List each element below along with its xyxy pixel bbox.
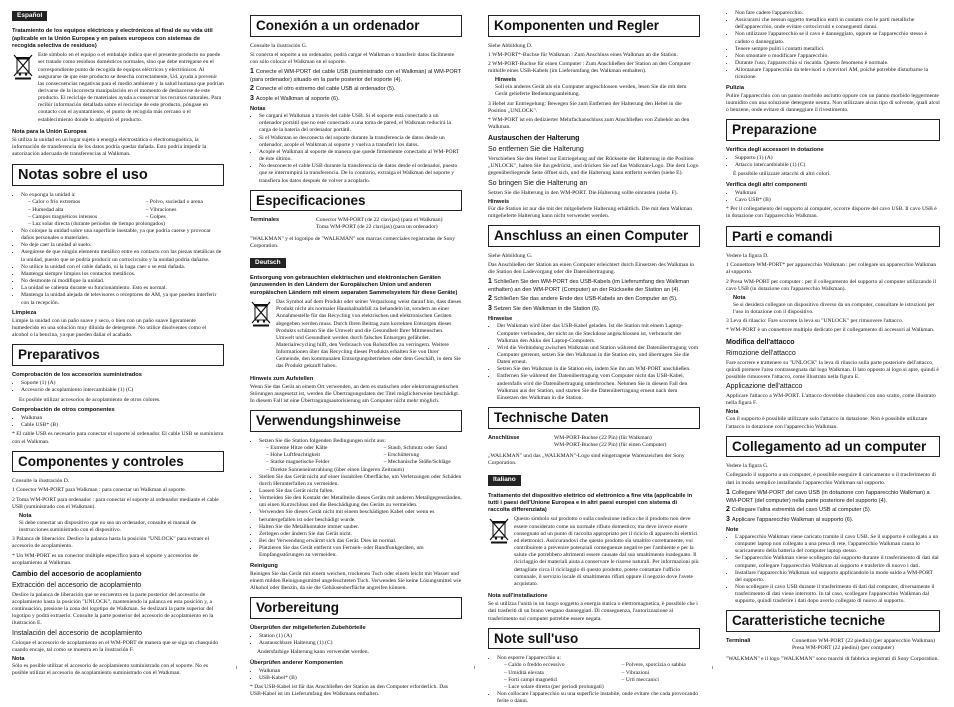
cleaning-title: Limpieza	[12, 309, 37, 316]
list-item: • Se l'apparecchio Walkman viene scollegato dal supporto durante il trasferimento di dati dal computer, collegare l'apparecchio Walkman al supporto e trasferire di nuovo i dati.	[735, 555, 940, 569]
usage-list	[12, 192, 224, 307]
accessory-list	[250, 633, 462, 647]
usage-list	[250, 438, 462, 560]
language-tag-de: Deutsch	[250, 258, 286, 268]
weee-text: Este símbolo en el equipo o el embalaje indica que el presente producto no puede ser tratado como residuos domésticos normales, sino que debe entregarse en el correspondiente punto de recogida de equipos eléctricos y electrónicos. Al asegurarse de que este producto se desecha correctamente, Ud. ayuda a prevenir las consecuencias negativas para el medio ambiente y la salud humana que podrían derivarse de la incorrecta manipulación en el momento de deshacerse de este producto. El reciclaje de materiales ayuda a conservar los recursos naturales. Para recibir información detallada sobre el reciclaje de este producto, póngase en contacto con el ayuntamiento, el punto de recogida más cercano o el establecimiento donde lo adquirió el producto.	[38, 52, 224, 123]
usage-list	[488, 655, 700, 705]
weee-text: Das Symbol auf dem Produkt oder seiner Verpackung weist darauf hin, dass dieses Produkt nicht als normaler Haushaltsabfall zu behandeln ist, sondern an einer Annahmestelle für das Recycling von elektrischen und elektronischen Geräten abgegeben werden muss. Durch Ihren Beitrag zum korrekten Entsorgen dieses Produkts schützen Sie die Umwelt und die Gesundheit Ihrer Mitmenschen. Umwelt und Gesundheit werden durch falsches Entsorgen gefährdet. Materialrecycling hilft, den Verbrauch von Rohstoffen zu verringern. Weitere Informationen über das Recycling dieses Produkts erhalten Sie von Ihrer Gemeinde, den kommunalen Entsorgungsbetrieben oder dem Geschäft, in dem Sie das Produkt gekauft haben.	[276, 299, 462, 370]
note-text: Soll ein anderes Gerät als ein Computer angeschlossen werden, lesen Sie die mit dem Gerät gelieferte Bedienungsanleitung.	[495, 84, 687, 98]
paragraph: Es posible utilizar accesorios de acoplamiento de otros colores.	[19, 396, 161, 403]
list-item: • Se cargará el Walkman a través del cable USB. Si el soporte está conectado a un ordenador portátil que no esté conectado a una toma de pared, el Walkman reducirá la carga de la batería del ordenador portátil.	[259, 113, 462, 134]
list-item: • Non fare cadere l'apparecchio.	[735, 10, 940, 17]
list-item: • Vermeiden Sie den Kontakt der Metallteile dieses Geräts mit anderen Metallgegenständen, um einen Kurzschluss und die Beschädigung des Geräts zu vermeiden.	[259, 495, 462, 509]
list-item: • Non smontare o modificare l'apparecchio.	[735, 53, 940, 60]
subheading: Comprobación de los accesorios suministrados	[12, 371, 142, 378]
eu-note-text: Si utiliza la unidad en un lugar sujeto a energía electrostática o electromagnética, la información de transferencia de los datos podría quedar dañada. Esto podría impedir la autorización adecuada de transferencias al Walkman.	[12, 137, 207, 158]
weee-title: Entsorgung von gebrauchten elektrischen und elektronischen Geräten (anzuwenden in den Ländern der Europäischen Union und anderen europäischen Ländern mit einem separaten Sammelsystem für diese Geräte)	[250, 275, 458, 296]
step-1: 1 Conecte el WM-PORT del cable USB (suministrado con el Walkman) al WM-PORT (para ordenador) situado en la parte posterior del soporte (4).	[250, 67, 462, 83]
notes-title: Hinweise	[488, 316, 513, 323]
section-heading-specs-de: Technische Daten	[488, 407, 700, 429]
footnote: * WM-PORT è un connettore multiplo dedicato per il collegamento di accessori al Walkman.	[726, 327, 935, 334]
eu-note-title: Hinweis zum Aufstellen	[250, 375, 314, 382]
list-item: • Accesorio de acoplamiento intercambiable (1) (C)	[21, 387, 224, 394]
note-text: Con il supporto è possibile utilizzare solo l'attacco in dotazione. Non è possibile utilizzare l'attacco in dotazione con l'apparecchio Walkman.	[726, 416, 928, 430]
step-1: 1 Schließen Sie den WM-PORT des USB-Kabels (im Lieferumfang des Walkman enthalten) an den WM-PORT (Computer) an der Rückseite der Station an (4).	[488, 278, 690, 294]
weee-title: Tratamiento de los equipos eléctricos y electrónicos al final de su vida útil (aplicable en la Unión Europea y en países europeos con sistemas de recogida selectiva de residuos)	[12, 28, 213, 49]
footnote: * Un WM-PORT es un conector múltiple específico para el soporte y accesorios de acoplamiento al Walkman.	[12, 552, 199, 566]
note-title: Nota	[726, 409, 739, 416]
spec-row: Terminales Conector WM-PORT (de 22 clavijas) (para el Walkman) Toma WM-PORT (de 22 clavijas) (para un ordenador)	[250, 217, 443, 231]
column-italian	[726, 10, 940, 665]
notes-list	[250, 113, 462, 185]
subheading: So bringen Sie die Halterung an	[488, 179, 588, 187]
list-item: • Cable USB* (B)	[21, 422, 224, 429]
note-title: Hinweis	[488, 198, 510, 205]
eu-note-text: Wenn Sie das Gerät an einem Ort verwenden, an dem es statischen oder elektromagnetischen Störungen ausgesetzt ist, werden die Übertragungsdaten der Titel möglicherweise beschädigt. In diesem Fall ist eine Übertragungsautorisierung am Computer nicht mehr möglich.	[250, 383, 460, 405]
eu-note-text: Se si utilizza l'unità in un luogo soggetto a energia statica o elettromagnetica, è possibile che i dati trasferiti di un brano vengano danneggiati. Di conseguenza, l'autorizzazione al trasferimento sul computer potrebbe essere negata.	[488, 601, 698, 622]
crossed-bin-icon	[12, 52, 34, 80]
accessory-list	[726, 155, 940, 169]
paragraph: Collegando il supporto a un computer, è possibile eseguire il caricamento o il trasferimento di dati in modo semplice installando l'apparecchio Walkman sul supporto.	[726, 472, 936, 486]
fold-mark	[712, 666, 713, 669]
notes-list	[726, 534, 940, 606]
subheading: So entfernen Sie die Halterung	[488, 146, 584, 154]
section-heading-usage: Notas sobre el uso	[12, 164, 224, 187]
list-item: • Supporto (1) (A)	[735, 155, 940, 162]
list-item: • La unidad se calienta durante su funcionamiento. Esto es normal.	[21, 285, 224, 292]
paragraph: 1 Connettore WM-PORT* per apparecchio Walkman : per collegare un apparecchio Walkman al supporto.	[726, 262, 937, 276]
paragraph: 3 Leva di rilascio: Fare scorrere la leva su "UNLOCK" per rimuovere l'attacco.	[726, 318, 904, 325]
spec-row: Terminali Connettore WM-PORT (22 piedini) (per apparecchio Walkman) Presa WM-PORT (22 piedini) (per computer)	[726, 637, 936, 652]
list-item: • No coloque la unidad sobre una superficie inestable, ya que podría caerse y provocar daños personales o materiales.	[21, 228, 224, 242]
cleaning-text: Pulire l'apparecchio con un panno morbido asciutto oppure con un panno morbido leggermente inumidito con una soluzione detergente neutra. Non utilizzare alcun tipo di solvente, quali alcol o benzene, onde evitare di danneggiare il rivestimento.	[726, 92, 940, 114]
section-heading-preparation-it: Preparazione	[726, 119, 940, 141]
footnote: * Das USB-Kabel ist für das Anschließen der Station an den Computer erforderlich. Das USB-Kabel ist im Lieferumfang des Walkmans enthalten.	[250, 684, 448, 698]
list-item: • Platzieren Sie das Gerät entfernt von Fernseh- oder Rundfunkgeräten, um Empfangsstörungen zu vermeiden.	[259, 545, 462, 559]
step-3: 3 Acople el Walkman al soporte (6).	[250, 95, 340, 103]
note-title: Nota	[12, 655, 25, 662]
list-item: • Walkman	[21, 415, 224, 422]
trademark-note: "WALKMAN" e il logo "WALKMAN" sono marchi di fabbrica registrati di Sony Corporation.	[726, 656, 939, 663]
subheading: Comprobación de otros componentes	[12, 406, 115, 413]
list-item: • Austauschbare Halterung (1) (C)	[259, 640, 462, 647]
notes-title: Notas	[250, 106, 266, 112]
subheading: Verifica degli accessori in dotazione	[726, 146, 824, 153]
paragraph: Siehe Abbildung D.	[488, 42, 533, 49]
paragraph: 2 Toma WM-PORT para ordenador : para conectar el soporte al ordenador mediante el cable USB (suministrado con el Walkman).	[12, 496, 219, 510]
paragraph: Vedere la figura D.	[726, 253, 769, 260]
paragraph: Consulte la ilustración G.	[250, 42, 308, 49]
list-item: • Walkman	[259, 668, 462, 675]
paragraph: È possibile utilizzare attacchi di altri colori.	[733, 171, 831, 178]
step-3: 3 Applicare l'apparecchio Walkman al supporto (6).	[726, 515, 854, 523]
section-heading-specs-it: Caratteristiche tecniche	[726, 610, 940, 632]
step-3: 3 Setzen Sie den Walkman in die Station (6).	[488, 305, 601, 313]
paragraph: Si conecta el soporte a un ordenador, podrá cargar el Walkman o transferir datos fácilmente con sólo colocar el Walkman en el soporte.	[250, 51, 455, 65]
language-tag-it: Italiano	[488, 475, 521, 485]
subheading: Applicazione dell'attacco	[726, 382, 803, 390]
fold-mark	[474, 666, 475, 669]
list-item: • No desconecte el cable USB durante la transferencia de datos desde el ordenador, puesto que se interrumpirá la transferencia. De lo contrario, extraiga el Walkman del soporte y transfiera los datos después de volver a acoplarlo.	[259, 163, 462, 184]
subheading: Verifica degli altri componenti	[726, 181, 807, 188]
note-title: Nota	[19, 512, 32, 519]
list-item: • Non scollegare il cavo USB durante il trasferimento di dati dal computer, diversamente il trasferimento di dati viene interrotto. In tal caso, scollegare l'apparecchio Walkman dal supporto, quindi trasferire i dati dopo averlo collegato di nuovo al supporto.	[735, 584, 940, 605]
paragraph: Andersfarbige Halterung kann verwendet werden.	[257, 649, 369, 656]
paragraph: Consulte la ilustración D.	[12, 478, 70, 485]
paragraph: Siehe Abbildung G.	[488, 252, 533, 259]
subheading: Austauschen der Halterung	[488, 135, 580, 143]
step-2: 2 Schließen Sie das andere Ende des USB-Kabels an den Computer an (5).	[488, 295, 678, 303]
usage-list-cont	[726, 10, 940, 82]
note-title: Nota	[733, 294, 746, 301]
crossed-bin-icon	[488, 516, 510, 544]
paragraph: Applicare l'attacco a WM-PORT. L'attacco dovrebbe chiudersi con uno scatto, come illustrato nella figura F.	[726, 392, 936, 407]
list-item: • L'apparecchio Walkman viene caricato tramite il cavo USB. Se il supporto è collegato a un computer laptop non collegato a una presa di rete, l'apparecchio Walkman causa lo scaricamento della batteria del computer laptop stesso.	[735, 534, 940, 555]
footnote: * WM-PORT ist ein dedizierter Mehrfachanschluss zum Anschließen von Zubehör an den Walkman.	[488, 116, 690, 131]
list-item: • Non collocare l'apparecchio su una superficie instabile, onde evitare che cada provocando ferite o danni.	[497, 691, 700, 705]
paragraph: Verschieben Sie den Hebel zur Entriegelung auf der Rückseite der Halterung in die Position „UNLOCK", halten Sie ihn gedrückt, und drücken Sie auf das Walkman-Logo. Die dem Logo gegenüberliegende Seite öffnet sich, und die Halterung kann entfernt werden (siehe E).	[488, 156, 699, 177]
section-heading-preparation-de: Vorbereitung	[250, 597, 462, 619]
list-item: • Asegúrese de que ningún elemento metálico entre en contacto con las piezas metálicas de la unidad, puesto que se podría producir un cortocircuito y la unidad podría dañarse.	[21, 249, 224, 263]
list-item: • Acople el Walkman al soporte de manera que quede firmemente conectado al WM-PORT de éste último.	[259, 149, 462, 163]
column-spanish	[12, 10, 224, 679]
trademark-note: "WALKMAN" y el logotipo de "WALKMAN" son marcas comerciales registradas de Sony Corporation.	[250, 235, 456, 249]
component-list	[726, 190, 940, 204]
column-german-italian	[488, 10, 700, 707]
subheading: Extracción del accesorio de acoplamiento	[12, 581, 142, 589]
list-item: • Tenere sempre puliti i contatti metallici.	[735, 46, 940, 53]
paragraph: Coloque el accesorio de acoplamiento en el WM-PORT de manera que se siga un chasquido cuando encaje, tal como se muestra en la ilustración F.	[12, 639, 219, 653]
list-item: • Zerlegen oder ändern Sie das Gerät nicht.	[259, 531, 462, 538]
list-item: • No utilice la unidad con el cable dañado, ni la haga caer o se está dañada.	[21, 264, 224, 271]
cleaning-title: Pulizia	[726, 84, 745, 91]
paragraph: 1 WM-PORT*-Buchse für Walkman : Zum Anschluss eines Walkman an die Station.	[488, 51, 678, 58]
fold-mark	[236, 666, 237, 669]
subheading: Modifica dell'attacco	[726, 338, 795, 346]
footnote: * Per il collegamento del supporto al computer, occorre disporre del cavo USB. Il cavo USB è in dotazione con l'apparecchio Walkman.	[726, 206, 937, 220]
component-list	[250, 668, 462, 682]
list-item: • Allontanare l'apparecchio da televisori o ricevitori AM, poiché potrebbe disturbarne la ricezione.	[735, 67, 940, 81]
subheading: Instalación del accesorio de acoplamiento	[12, 629, 142, 637]
weee-text: Questo simbolo sul prodotto o sulla confezione indica che il prodotto non deve essere considerato come un normale rifiuto domestico, ma deve invece essere consegnato ad un punto di raccolta appropriato per il riciclo di apparecchi elettrici ed elettronici. Assicurandovi che questo prodotto sia smaltito correttamente, voi contribuirete a prevenire potenziali conseguenze negative per l'ambiente e per la salute che potrebbero altrimenti essere causate dal suo smaltimento inadeguato. Il riciclaggio dei materiali aiuta a conservare le risorse naturali. Per informazioni più dettagliate circa il riciclaggio di questo prodotto, potete contattare l'ufficio comunale, il servizio locale di smaltimento rifiuti oppure il negozio dove l'avete acquistato.	[514, 516, 699, 587]
list-item: • Setzen Sie den Walkman in die Station ein, indem Sie ihn am WM-PORT anschließen.	[497, 366, 700, 373]
paragraph: Vedere la figura G.	[726, 463, 769, 470]
cleaning-title: Reinigung	[250, 562, 278, 569]
section-heading-parts-de: Komponenten und Regler	[488, 15, 700, 37]
cleaning-text: Limpie la unidad con un paño suave y seco, o bien con un paño suave ligeramente humedecido en una solución muy diluida de detergente. No utilice disolventes como el alcohol o la bencina, ya que pueden dañar el acabado.	[12, 318, 207, 339]
list-item: • Cavo USB* (B)	[735, 197, 940, 204]
section-heading-connection: Conexión a un ordenador	[250, 15, 462, 37]
list-item: • Assicurarsi che nessun oggetto metallico entri in contatto con le parti metalliche dell'apparecchio, onde evitare cortocircuiti e conseguenti danni.	[735, 17, 940, 31]
section-heading-specs: Especificaciones	[250, 190, 462, 212]
list-item: • Station (1) (A)	[259, 633, 462, 640]
list-item: • USB-Kabel* (B)	[259, 675, 462, 682]
weee-block	[12, 52, 224, 126]
paragraph: 3 Palanca de liberación: Deslice la palanca hasta la posición "UNLOCK" para extraer el accesorio de acoplamiento.	[12, 536, 210, 550]
note-text: Si debe conectar un dispositivo que no sea un ordenador, consulte el manual de instrucciones suministrado con el dispositivo.	[19, 519, 197, 534]
list-item: • Setzen Sie die Station folgenden Bedingungen nicht aus: – Extreme Hitze oder Kälte – Staub, Schmutz oder Sand – Hohe Luftfeuchtigkeit – Erschütterung – Starke magnetische Felder – Mechanische Stöße/Schläge – Direkte Sonneneinstrahlung (über einen längeren Zeitraum)	[259, 438, 462, 474]
paragraph: Das Anschließen der Station an einen Computer erleichtert durch Einsetzen des Walkman in die Station den Ladevorgang oder die Datenübertragung.	[488, 261, 695, 276]
list-item: • Durante l'uso, l'apparecchio si riscalda. Questo fenomeno è normale.	[735, 60, 940, 67]
trademark-note: „WALKMAN" und das „WALKMAN"-Logo sind eingetragene Warenzeichen der Sony Corporation.	[488, 452, 685, 467]
section-heading-connection-it: Collegamento ad un computer	[726, 436, 940, 458]
list-item: • Bei der Verwendung erwärmt sich das Gerät. Dies ist normal.	[259, 538, 462, 545]
paragraph: 3 Hebel zur Entriegelung: Bewegen Sie zum Entfernen der Halterung den Hebel in die Position „UNLOCK".	[488, 100, 682, 114]
section-heading-preparation: Preparativos	[12, 344, 224, 366]
paragraph: Deslice la palanca de liberación que se encuentra en la parte posterior del accesorio de acoplamiento hasta la posición "UNLOCK", manteniendo la palanca en esta posición y, a continuación, presione la zona del logotipo de Walkman. Se deslizará la parte superior del logotipo y podrá extraerlo. Consulte la parte posterior del accesorio de acoplamiento en la ilustración E.	[12, 591, 214, 627]
subheading: Rimozione dell'attacco	[726, 349, 796, 357]
note-text: Für die Station ist nur die mit der mitgelieferte Halterung erhältlich. Die mit dem Walkman mitgelieferte Halterung kann nicht verwendet werden.	[488, 205, 693, 220]
component-list	[12, 415, 224, 429]
list-item: • Soporte (1) (A)	[21, 380, 224, 387]
notes-list	[488, 323, 700, 402]
list-item: • Der Walkman wird über das USB-Kabel geladen. Ist die Station mit einem Laptop-Computer verbunden, der nicht an die Steckdose angeschlossen ist, verbraucht der Walkman den Akku des Laptop-Computers.	[497, 323, 700, 344]
list-item: • Wird die Verbindung zwischen Walkman und Station während der Datenübertragung vom Computer getrennt, setzen Sie den Walkman in die Station ein, und übertragen Sie die Daten erneut.	[497, 345, 700, 366]
list-item: • Entfernen Sie während der Datenübertragung vom Computer nicht das USB-Kabel, andernfalls wird die Datenübertragung unterbrochen. Nehmen Sie in diesem Fall den Walkman aus der Station, und starten Sie die Datenübertragung erneut nach dem Einsetzen des Walkman in die Station.	[497, 373, 700, 402]
step-1: 1 Collegare WM-PORT del cavo USB (in dotazione con l'apparecchio Walkman) a WM-PORT (del computer) nella parte posteriore del supporto (4).	[726, 488, 930, 504]
list-item: • Lassen Sie das Gerät nicht fallen.	[259, 488, 462, 495]
paragraph: 1 Conector WM-PORT para Walkman : para conectar un Walkman al soporte.	[12, 487, 187, 494]
paragraph: Fare scorrere e trattenere su "UNLOCK" la leva di rilascio sulla parte posteriore dell'attacco, quindi premere l'area contrassegnata dal logo Walkman. Il lato opposto al logo si apre, quindi è possibile rimuovere l'attacco, come illustrato nella figura E.	[726, 359, 939, 380]
footnote: * El cable USB es necesario para conectar el soporte al ordenador. El cable USB se suministra con el Walkman.	[12, 431, 224, 445]
note-text: Sólo es posible utilizar el accesorio de acoplamiento suministrado con el soporte. No es posible utilizar el accesorio de acoplamiento suministrado con el Walkman.	[12, 663, 209, 677]
subheading: Überprüfen anderer Komponenten	[250, 659, 343, 666]
subheading: Überprüfen der mitgelieferten Zubehörteile	[250, 624, 366, 631]
eu-note-title: Nota sull'installazione	[488, 592, 548, 599]
list-item: • No deje caer la unidad al suelo.	[21, 242, 224, 249]
weee-block	[250, 299, 462, 373]
spec-row: Anschlüsse WM-PORT-Buchse (22 Pin) (für Walkman) WM-PORT-Buchse (22 Pin) (für einen Computer)	[488, 434, 667, 448]
accessory-list	[12, 380, 224, 394]
list-item: • Verwenden Sie dieses Gerät nicht mit einem beschädigten Kabel oder wenn es heruntergefallen ist oder beschädigt wurde.	[259, 509, 462, 523]
language-tag-es: Español	[12, 11, 47, 21]
section-heading-connection-de: Anschluss an einen Computer	[488, 225, 700, 247]
paragraph: 2 WM-PORT-Buchse für einen Computer : Zum Anschließen der Station an den Computer mithilfe eines USB-Kabels (im Lieferumfang des Walkman enthalten).	[488, 60, 691, 74]
list-item: • Attacco intercambiabile (1) (C)	[735, 162, 940, 169]
paragraph: Setzen Sie die Halterung in den WM-PORT. Die Halterung sollte einrasten (siehe F).	[488, 189, 678, 196]
list-item: • Non utilizzare l'apparecchio se il cavo è danneggiato, oppure se l'apparecchio stesso è caduto o danneggiato.	[735, 31, 940, 45]
eu-note-title: Nota para la Unión Europea	[12, 128, 87, 135]
crossed-bin-icon	[250, 299, 272, 327]
section-heading-usage-de: Verwendungshinweise	[250, 410, 462, 432]
paragraph: 2 Presa WM-PORT per computer : per il collegamento del supporto al computer utilizzando il cavo USB (in dotazione con l'apparecchio Walkman).	[726, 278, 937, 292]
notes-title: Note	[726, 526, 739, 533]
weee-block	[488, 516, 700, 590]
list-item: • Halten Sie die Metallkontakte immer sauber.	[259, 524, 462, 531]
list-item: • No exponga la unidad a: – Calor o frío extremos – Polvo, suciedad o arena – Humedad alta – Vibraciones – Campos magnéticos intensos – Golpes – Luz solar directa (durante periodos de tiempo prolongados)	[21, 192, 224, 228]
list-item: • Installare l'apparecchio Walkman sul supporto applicandolo in modo saldo a WM-PORT del supporto.	[735, 570, 940, 584]
section-heading-parts-it: Parti e comandi	[726, 226, 940, 248]
section-heading-parts: Componentes y controles	[12, 451, 224, 473]
list-item: • Si el Walkman se desconecta del soporte durante la transferencia de datos desde un ordenador, acople el Walkman al soporte y vuelva a transferir los datos.	[259, 135, 462, 149]
list-item: • Mantenga siempre limpios los contactos metálicos.	[21, 271, 224, 278]
step-2: 2 Conecte el otro extremo del cable USB al ordenador (5).	[250, 85, 396, 93]
list-item: • Walkman	[735, 190, 940, 197]
list-item: • No desmonte ni modifique la unidad.	[21, 278, 224, 285]
list-item: • Mantenga la unidad alejada de televisores o receptores de AM, ya que pueden interferir con la recepción.	[21, 292, 224, 306]
weee-title: Trattamento del dispositivo elettrico od elettronico a fine vita (applicabile in tutti i paesi dell'Unione Europea e in altri paesi europei con sistema di raccolta differenziata)	[488, 492, 693, 514]
list-item: • Non esporre l'apparecchio a: – Caldo o freddo eccessivo – Polvere, sporcizia o sabbia – Umidità elevata – Vibrazioni – Forti campi magnetici – Urti meccanici – Luce solare diretta (per periodi prolungati)	[497, 655, 700, 691]
section-heading-usage-it: Note sull'uso	[488, 628, 700, 650]
column-spanish-german	[250, 10, 462, 701]
list-item: • Stellen Sie das Gerät nicht auf einer instabilen Oberfläche, um Verletzungen oder Schäden durch Herunterfallen zu vermeiden.	[259, 474, 462, 488]
subheading: Cambio del accesorio de acoplamiento	[12, 570, 142, 578]
note-title: Hinweis	[495, 77, 517, 84]
note-text: Se si desidera collegare un dispositivo diverso da un computer, consultare le istruzioni per l'uso in dotazione con il dispositivo.	[733, 301, 935, 316]
cleaning-text: Reinigen Sie das Gerät mit einem weichen, trockenen Tuch oder einem leicht mit Wasser und einem milden Reinigungsmittel angefeuchteten Tuch. Verwenden Sie keine Lösungsmittel wie Alkohol oder Benzin, da sie die Gehäuseoberfläche angreifen können.	[250, 570, 462, 592]
step-2: 2 Collegare l'altra estremità del cavo USB al computer (5).	[726, 505, 872, 513]
